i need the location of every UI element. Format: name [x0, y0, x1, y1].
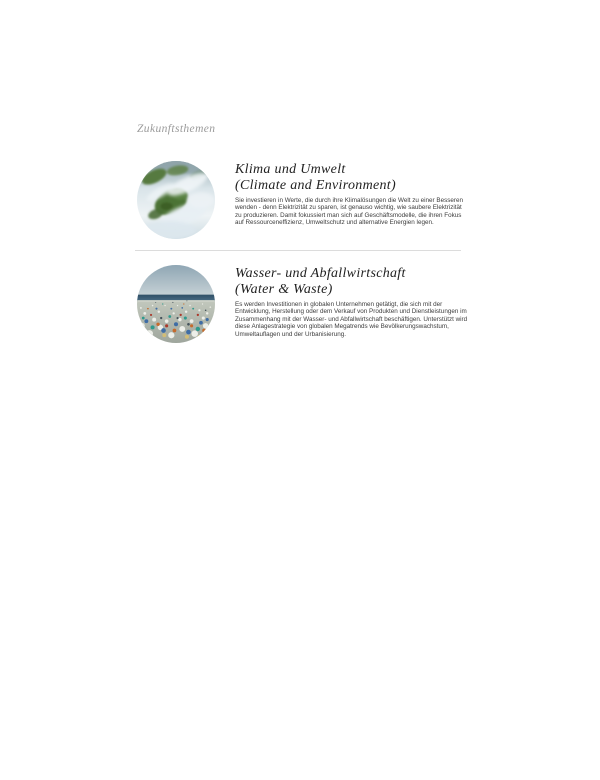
section-water-waste	[137, 265, 472, 343]
heading-line-german: Wasser- und Abfallwirtschaft	[235, 266, 406, 281]
heading-line-english: (Climate and Environment)	[235, 177, 396, 193]
page-title: Zukunftsthemen	[137, 123, 216, 135]
section-climate-content	[235, 161, 469, 227]
section-climate-heading	[235, 162, 469, 193]
heading-line-english: (Water & Waste)	[235, 281, 333, 297]
misty-forest-aerial-image	[137, 161, 215, 239]
section-water-waste-heading	[235, 266, 469, 297]
section-water-waste-content	[235, 265, 469, 338]
section-divider	[135, 250, 461, 251]
section-climate	[137, 161, 472, 239]
section-water-waste-body: Es werden Investitionen in globalen Unternehmen getätigt, die sich mit der Entwicklung, Herstellung oder dem Verkauf von Produkten und Dienstleistungen im Zusammenhang mit der Wasser- und Abfallwirtschaft beschäftigen. Unterstützt wird diese Anlagestrategie von globalen Megatrends wie Bevölkerungswachstum, Umweltauflagen und der Urbanisierung.	[235, 301, 468, 338]
ocean-plastic-waste-image	[137, 265, 215, 343]
heading-line-german: Klima und Umwelt	[235, 162, 346, 177]
section-climate-body: Sie investieren in Werte, die durch ihre Klimalösungen die Welt zu einer Besseren wenden - denn Elektrizität zu sparen, ist genauso wichtig, wie saubere Elektrizität zu produzieren. Damit fokussiert man sich auf Geschäftsmodelle, die ihren Fokus auf Ressourceneffizienz, Umweltschutz und alternative Energien legen.	[235, 197, 463, 227]
